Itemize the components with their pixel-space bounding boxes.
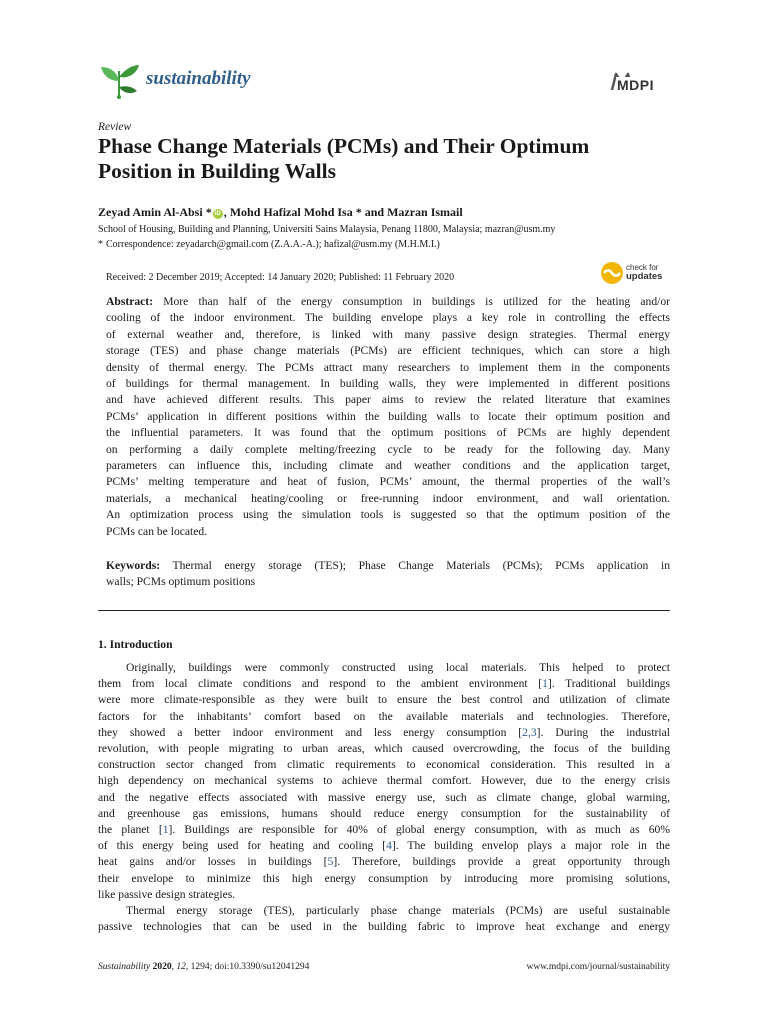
intro-line: passive technologies that can be used in the building fabric to improve heat exchange and energy [98, 920, 670, 934]
publication-dates: Received: 2 December 2019; Accepted: 14 January 2020; Published: 11 February 2020 [106, 272, 455, 283]
abstract [106, 294, 670, 540]
footer-volume: 12 [176, 962, 186, 972]
footer-doi[interactable]: , 1294; doi:10.3390/su12041294 [185, 962, 310, 972]
keywords-line-text: Thermal energy storage (TES); Phase Change Materials (PCMs); PCMs application in [172, 559, 670, 572]
footer-journal: Sustainability [98, 962, 151, 972]
intro-line: like passive design strategies. [98, 887, 236, 901]
citation-link[interactable]: 1 [162, 823, 169, 837]
journal-url[interactable]: www.mdpi.com/journal/sustainability [526, 962, 670, 972]
abstract-line: parameters can influence this, including climate and weather conditions and the application target, [106, 459, 670, 473]
author-2-3[interactable]: , Mohd Hafizal Mohd Isa * and Mazran Ismail [223, 205, 463, 219]
intro-line: Thermal energy storage (TES), particularly phase change materials (PCMs) are useful sustainable [126, 904, 670, 917]
citation-link[interactable]: 5 [327, 855, 334, 869]
check-updates-line1: check for [626, 263, 659, 272]
intro-line: were more climate-responsible as they were built to ensure the best control and utilization of climate [98, 693, 670, 707]
check-updates-icon [600, 261, 624, 285]
intro-line: the planet [1]. Buildings are responsible for 40% of global energy consumption, with as much as 60% [98, 823, 670, 837]
intro-line: revolution, with people migrating to urban areas, which caused overcrowding, the focus of the building [98, 742, 670, 756]
abstract-line: PCMs can be located. [106, 524, 208, 538]
publisher-logo[interactable] [608, 68, 664, 98]
abstract-line: of external weather and, therefore, is linked with many passive design strategies. Thermal energy [106, 327, 670, 341]
intro-line: construction sector changed from climatic requirements to economical consideration. This resulted in a [98, 758, 670, 772]
intro-line: and greenhouse gas emissions, humans should reduce energy consumption for the sustainability of [98, 806, 670, 820]
intro-line: them from local climate conditions and respond to the ambient environment [1]. Traditional buildings [98, 677, 670, 691]
abstract-line: cooling of the indoor environment. The building envelope plays a key role in controlling the effects [106, 311, 670, 325]
section-heading: 1. Introduction [98, 638, 173, 651]
intro-paragraph-1 [98, 660, 670, 903]
citation-link[interactable]: 2,3 [522, 725, 537, 739]
abstract-line: density of thermal energy. The PCMs attract many researchers to implement them in the components [106, 360, 670, 374]
check-updates-line2: updates [626, 271, 663, 282]
abstract-line: materials, a mechanical heating/cooling or free-running indoor environment, and wall orientation. [106, 491, 670, 505]
abstract-label: Abstract: [106, 295, 154, 308]
orcid-icon[interactable]: iD [214, 211, 221, 217]
abstract-line [106, 294, 670, 310]
abstract-line-text: More than half of the energy consumption in buildings is utilized for the heating and/or [163, 295, 670, 308]
intro-line: heat gains and/or losses in buildings [5]. Therefore, buildings provide a great opportunity through [98, 855, 670, 869]
affiliation [98, 224, 555, 236]
abstract-line: of buildings for thermal management. In building walls, they were implemented in different positions [106, 377, 670, 391]
author-1[interactable]: Zeyad Amin Al-Absi * [98, 205, 212, 219]
check-for-updates-badge[interactable] [600, 259, 672, 289]
keywords-label: Keywords: [106, 559, 161, 572]
affiliation-text: School of Housing, Building and Planning, Universiti Sains Malaysia, Penang 11800, Malaysia; mazran@usm.my [98, 224, 556, 235]
intro-paragraph-2 [98, 903, 670, 935]
correspondence [98, 239, 440, 251]
abstract-line: PCMs’ melting temperature and heat of fusion, PCMs’ amount, the thermal properties of the wall’s [106, 475, 670, 489]
check-updates-text [626, 263, 662, 281]
abstract-line: on performing a daily complete melting/freezing cycle to be ready for the following day. Many [106, 442, 670, 456]
intro-line: they showed a better indoor environment and less energy consumption [2,3]. During the industrial [98, 725, 670, 739]
keywords-line [106, 558, 670, 574]
keywords [106, 558, 670, 591]
title-line: Position in Building Walls [98, 159, 336, 183]
intro-line: factors for the inhabitants’ comfort based on the available materials and technologies. Therefore, [98, 709, 670, 723]
abstract-line: An optimization process using the simulation tools is suggested so that the optimum position of the [106, 508, 670, 522]
intro-line: their envelope to minimize this high energy consumption by introducing more promising solutions, [98, 871, 670, 885]
author-list [98, 205, 463, 220]
abstract-line: storage (TES) and phase change materials (PCMs) are efficient techniques, which can store a high [106, 344, 670, 358]
publisher-name: MDPI [617, 77, 654, 93]
intro-line: high dependency on mechanical systems to achieve thermal comfort. However, due to the energy crisis [98, 774, 670, 788]
citation-link[interactable]: 1 [542, 677, 548, 691]
section-divider [98, 610, 670, 611]
paper-title [98, 134, 698, 184]
correspondence-mark: * [98, 239, 103, 250]
citation-footer: Sustainability 2020, 12, 1294; doi:10.3390/su12041294 [98, 962, 310, 972]
citation-link[interactable]: 4 [386, 839, 392, 853]
article-type: Review [98, 121, 132, 133]
footer-year: 2020 [152, 962, 172, 972]
journal-name[interactable]: sustainability [146, 68, 251, 89]
abstract-line: PCMs’ application in different positions within the building walls to locate their optimum position and [106, 409, 670, 423]
correspondence-text: Correspondence: zeyadarch@gmail.com (Z.A.A.-A.); hafizal@usm.my (M.H.M.I.) [106, 239, 440, 250]
intro-line: and the negative effects associated with massive energy use, such as climate change, global warming, [98, 790, 670, 804]
intro-line: of this energy being used for heating and cooling [4]. The building envelop plays a major role in the [98, 839, 670, 853]
title-line: Phase Change Materials (PCMs) and Their Optimum [98, 134, 590, 158]
abstract-line: and have achieved different results. This paper aims to review the related literature that examines [106, 393, 670, 407]
keywords-line: walls; PCMs optimum positions [106, 575, 256, 589]
abstract-line: the influential parameters. It was found that the optimum positions of PCMs are highly dependent [106, 426, 670, 440]
intro-line: Originally, buildings were commonly constructed using local materials. This helped to protect [126, 661, 670, 674]
journal-logo [97, 57, 141, 101]
